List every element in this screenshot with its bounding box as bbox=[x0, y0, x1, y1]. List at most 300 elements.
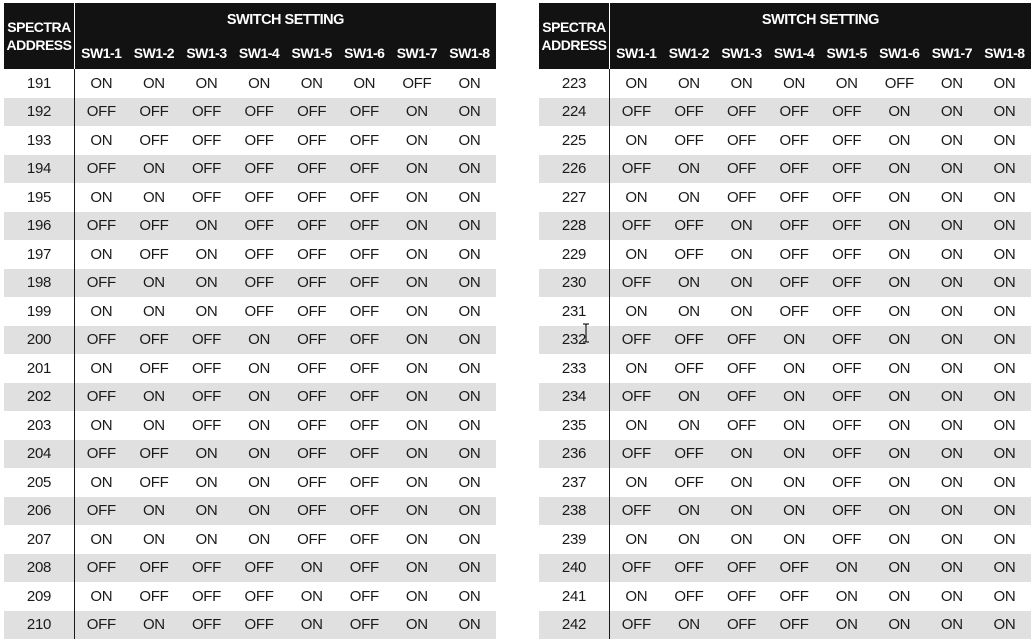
switch-state-cell: ON bbox=[993, 302, 1016, 320]
switch-state-cell: ON bbox=[940, 188, 963, 206]
switch-state-cell: ON bbox=[993, 473, 1016, 491]
switch-state-cell: ON bbox=[993, 416, 1016, 434]
switch-state-cell: OFF bbox=[663, 212, 716, 241]
switch-state-cell: OFF bbox=[832, 131, 862, 149]
switch-state-cell: OFF bbox=[233, 98, 286, 127]
switch-state-cell: ON bbox=[195, 473, 218, 491]
switch-state-cell: OFF bbox=[128, 212, 181, 241]
switch-state-cell: ON bbox=[142, 74, 165, 92]
switch-state-cell: ON bbox=[405, 473, 428, 491]
switch-state-cell: ON bbox=[405, 245, 428, 263]
switch-state-cell: ON bbox=[926, 383, 979, 412]
switch-state-cell: ON bbox=[353, 74, 376, 92]
switch-state-cell: ON bbox=[625, 359, 648, 377]
switch-state-cell: ON bbox=[443, 155, 496, 184]
switch-state-cell: ON bbox=[233, 497, 286, 526]
switch-state-cell: OFF bbox=[75, 155, 128, 184]
switch-state-cell: OFF bbox=[75, 98, 128, 127]
switch-setting-header: SWITCH SETTING bbox=[610, 3, 1031, 36]
switch-state-cell: OFF bbox=[610, 554, 663, 583]
switch-state-cell: ON bbox=[730, 473, 753, 491]
switch-state-cell: ON bbox=[128, 611, 181, 640]
table-row bbox=[4, 468, 496, 497]
address-cell: 231 bbox=[539, 297, 610, 326]
switch-state-cell: ON bbox=[677, 416, 700, 434]
address-cell: 207 bbox=[4, 525, 75, 554]
switch-state-cell: OFF bbox=[233, 155, 286, 184]
switch-state-cell: OFF bbox=[832, 416, 862, 434]
switch-state-cell: ON bbox=[873, 383, 926, 412]
address-column-header bbox=[539, 3, 610, 69]
switch-state-cell: ON bbox=[993, 188, 1016, 206]
switch-state-cell: ON bbox=[90, 245, 113, 263]
switch-state-cell: ON bbox=[625, 131, 648, 149]
switch-state-cell: OFF bbox=[75, 554, 128, 583]
table-row bbox=[539, 383, 1031, 412]
table-row bbox=[4, 155, 496, 184]
switch-state-cell: OFF bbox=[674, 473, 704, 491]
switch-state-cell: ON bbox=[926, 497, 979, 526]
switch-state-cell: ON bbox=[458, 245, 481, 263]
address-cell: 224 bbox=[539, 98, 610, 127]
switch-state-cell: ON bbox=[993, 245, 1016, 263]
switch-state-cell: ON bbox=[128, 383, 181, 412]
table-row bbox=[4, 611, 496, 640]
address-cell: 239 bbox=[539, 525, 610, 554]
switch-state-cell: OFF bbox=[139, 245, 169, 263]
switch-state-cell: OFF bbox=[610, 497, 663, 526]
switch-state-cell: ON bbox=[625, 188, 648, 206]
switch-state-cell: OFF bbox=[674, 131, 704, 149]
switch-state-cell: OFF bbox=[726, 188, 757, 206]
switch-state-cell: OFF bbox=[349, 359, 379, 377]
address-cell: 223 bbox=[539, 69, 610, 98]
switch-state-cell: ON bbox=[926, 554, 979, 583]
switch-state-cell: ON bbox=[873, 269, 926, 298]
switch-state-cell: OFF bbox=[297, 302, 327, 320]
switch-state-cell: OFF bbox=[180, 554, 233, 583]
switch-state-cell: ON bbox=[391, 497, 444, 526]
switch-state-cell: OFF bbox=[820, 383, 873, 412]
switch-state-cell: ON bbox=[873, 155, 926, 184]
table-row bbox=[539, 297, 1031, 326]
switch-state-cell: ON bbox=[391, 269, 444, 298]
switch-state-cell: OFF bbox=[820, 155, 873, 184]
switch-state-cell: ON bbox=[663, 383, 716, 412]
address-cell: 197 bbox=[4, 240, 75, 269]
switch-state-cell: OFF bbox=[715, 98, 768, 127]
switch-state-cell: OFF bbox=[285, 497, 338, 526]
switch-state-cell: ON bbox=[978, 383, 1031, 412]
switch-state-cell: OFF bbox=[180, 611, 233, 640]
switch-state-cell: OFF bbox=[297, 416, 327, 434]
switch-state-cell: ON bbox=[195, 74, 218, 92]
switch-state-cell: ON bbox=[180, 497, 233, 526]
switch-state-cell: ON bbox=[90, 188, 113, 206]
switch-state-cell: ON bbox=[195, 302, 218, 320]
switch-state-cell: ON bbox=[90, 416, 113, 434]
switch-state-cell: ON bbox=[888, 416, 911, 434]
switch-state-cell: OFF bbox=[779, 587, 809, 605]
switch-state-cell: ON bbox=[993, 359, 1016, 377]
switch-state-cell: ON bbox=[820, 554, 873, 583]
switch-state-cell: ON bbox=[625, 416, 648, 434]
switch-state-cell: ON bbox=[940, 74, 963, 92]
switch-column-header: SW1-4 bbox=[768, 36, 821, 69]
switch-state-cell: ON bbox=[443, 212, 496, 241]
switch-state-cell: OFF bbox=[349, 131, 379, 149]
switch-state-cell: OFF bbox=[349, 473, 379, 491]
switch-state-cell: ON bbox=[90, 302, 113, 320]
table-row bbox=[539, 611, 1031, 640]
table-row bbox=[539, 525, 1031, 554]
switch-header-row bbox=[539, 36, 1031, 69]
table-row bbox=[4, 497, 496, 526]
address-cell: 204 bbox=[4, 440, 75, 469]
table-row bbox=[4, 297, 496, 326]
switch-state-cell: ON bbox=[888, 245, 911, 263]
switch-state-cell: OFF bbox=[285, 212, 338, 241]
switch-state-cell: ON bbox=[978, 440, 1031, 469]
switch-state-cell: OFF bbox=[75, 440, 128, 469]
switch-state-cell: ON bbox=[783, 473, 806, 491]
table-row bbox=[539, 98, 1031, 127]
switch-state-cell: ON bbox=[233, 326, 286, 355]
address-cell: 206 bbox=[4, 497, 75, 526]
switch-state-cell: ON bbox=[405, 359, 428, 377]
switch-state-cell: ON bbox=[90, 473, 113, 491]
switch-state-cell: OFF bbox=[663, 554, 716, 583]
switch-state-cell: OFF bbox=[338, 269, 391, 298]
switch-state-cell: OFF bbox=[674, 359, 704, 377]
address-header-line1: SPECTRA bbox=[542, 19, 606, 35]
switch-column-header: SW1-1 bbox=[610, 36, 663, 69]
switch-header-row bbox=[4, 36, 496, 69]
address-cell: 234 bbox=[539, 383, 610, 412]
switch-state-cell: OFF bbox=[349, 530, 379, 548]
switch-state-cell: OFF bbox=[726, 416, 757, 434]
address-column-header bbox=[4, 3, 75, 69]
table-row bbox=[4, 383, 496, 412]
switch-state-cell: ON bbox=[443, 269, 496, 298]
switch-state-cell: ON bbox=[993, 530, 1016, 548]
switch-state-cell: ON bbox=[128, 269, 181, 298]
address-cell: 227 bbox=[539, 183, 610, 212]
switch-state-cell: ON bbox=[391, 155, 444, 184]
switch-state-cell: ON bbox=[625, 245, 648, 263]
table-row bbox=[4, 525, 496, 554]
switch-state-cell: ON bbox=[888, 188, 911, 206]
switch-state-cell: ON bbox=[940, 530, 963, 548]
switch-state-cell: OFF bbox=[338, 554, 391, 583]
table-row bbox=[539, 582, 1031, 611]
switch-state-cell: ON bbox=[180, 212, 233, 241]
switch-state-cell: ON bbox=[888, 473, 911, 491]
switch-state-cell: OFF bbox=[139, 131, 169, 149]
switch-state-cell: OFF bbox=[715, 155, 768, 184]
right-table-body bbox=[539, 69, 1031, 639]
table-row bbox=[4, 126, 496, 155]
switch-state-cell: ON bbox=[142, 302, 165, 320]
switch-column-header: SW1-4 bbox=[233, 36, 286, 69]
switch-state-cell: ON bbox=[926, 326, 979, 355]
switch-state-cell: OFF bbox=[610, 611, 663, 640]
switch-state-cell: ON bbox=[873, 326, 926, 355]
switch-state-cell: OFF bbox=[832, 473, 862, 491]
switch-state-cell: ON bbox=[458, 302, 481, 320]
switch-state-cell: ON bbox=[195, 530, 218, 548]
switch-state-cell: OFF bbox=[297, 473, 327, 491]
switch-state-cell: ON bbox=[978, 554, 1031, 583]
table-row bbox=[539, 183, 1031, 212]
switch-state-cell: OFF bbox=[768, 212, 821, 241]
address-cell: 202 bbox=[4, 383, 75, 412]
address-header-line1: SPECTRA bbox=[7, 19, 71, 35]
switch-state-cell: OFF bbox=[75, 212, 128, 241]
table-row bbox=[4, 240, 496, 269]
table-row bbox=[539, 440, 1031, 469]
switch-state-cell: ON bbox=[978, 326, 1031, 355]
table-row bbox=[539, 126, 1031, 155]
switch-state-cell: OFF bbox=[244, 245, 274, 263]
switch-column-header: SW1-6 bbox=[338, 36, 391, 69]
switch-state-cell: OFF bbox=[75, 383, 128, 412]
switch-state-cell: OFF bbox=[610, 383, 663, 412]
switch-state-cell: ON bbox=[458, 530, 481, 548]
switch-state-cell: ON bbox=[391, 611, 444, 640]
switch-state-cell: ON bbox=[768, 440, 821, 469]
table-row bbox=[4, 411, 496, 440]
switch-state-cell: ON bbox=[142, 188, 165, 206]
switch-state-cell: OFF bbox=[610, 326, 663, 355]
address-cell: 240 bbox=[539, 554, 610, 583]
switch-state-cell: ON bbox=[625, 473, 648, 491]
switch-state-cell: ON bbox=[993, 131, 1016, 149]
switch-state-cell: ON bbox=[443, 440, 496, 469]
table-row bbox=[539, 497, 1031, 526]
switch-state-cell: ON bbox=[443, 326, 496, 355]
switch-state-cell: ON bbox=[663, 155, 716, 184]
switch-state-cell: ON bbox=[926, 611, 979, 640]
switch-state-cell: OFF bbox=[768, 98, 821, 127]
switch-state-cell: ON bbox=[926, 440, 979, 469]
switch-state-cell: OFF bbox=[244, 587, 274, 605]
switch-state-cell: OFF bbox=[338, 155, 391, 184]
switch-state-cell: OFF bbox=[674, 587, 704, 605]
switch-state-cell: OFF bbox=[233, 269, 286, 298]
address-header-line2: ADDRESS bbox=[541, 37, 607, 53]
table-row bbox=[539, 354, 1031, 383]
switch-state-cell: OFF bbox=[285, 155, 338, 184]
table-row bbox=[539, 468, 1031, 497]
switch-state-cell: ON bbox=[248, 74, 271, 92]
switch-state-cell: OFF bbox=[191, 587, 222, 605]
switch-state-cell: OFF bbox=[610, 212, 663, 241]
left-table-body bbox=[4, 69, 496, 639]
switch-state-cell: ON bbox=[940, 473, 963, 491]
switch-state-cell: OFF bbox=[663, 98, 716, 127]
switch-state-cell: OFF bbox=[779, 188, 809, 206]
switch-state-cell: OFF bbox=[768, 611, 821, 640]
address-cell: 228 bbox=[539, 212, 610, 241]
address-cell: 232 bbox=[539, 326, 610, 355]
switch-state-cell: OFF bbox=[726, 587, 757, 605]
switch-state-cell: OFF bbox=[191, 188, 222, 206]
switch-state-cell: OFF bbox=[244, 302, 274, 320]
switch-state-cell: OFF bbox=[715, 554, 768, 583]
table-row bbox=[4, 582, 496, 611]
switch-state-cell: OFF bbox=[820, 98, 873, 127]
switch-state-cell: OFF bbox=[349, 188, 379, 206]
switch-settings-table-left bbox=[4, 3, 496, 639]
address-cell: 205 bbox=[4, 468, 75, 497]
switch-state-cell: ON bbox=[391, 554, 444, 583]
switch-state-cell: OFF bbox=[715, 611, 768, 640]
table-row bbox=[539, 411, 1031, 440]
switch-state-cell: ON bbox=[391, 440, 444, 469]
switch-state-cell: ON bbox=[888, 302, 911, 320]
switch-column-header: SW1-6 bbox=[873, 36, 926, 69]
switch-state-cell: OFF bbox=[233, 212, 286, 241]
switch-state-cell: OFF bbox=[349, 302, 379, 320]
table-row bbox=[539, 326, 1031, 355]
switch-state-cell: ON bbox=[405, 416, 428, 434]
switch-state-cell: OFF bbox=[75, 269, 128, 298]
switch-state-cell: ON bbox=[300, 587, 323, 605]
switch-state-cell: OFF bbox=[128, 98, 181, 127]
switch-state-cell: ON bbox=[783, 74, 806, 92]
switch-state-cell: ON bbox=[405, 530, 428, 548]
switch-state-cell: ON bbox=[625, 587, 648, 605]
switch-state-cell: ON bbox=[625, 74, 648, 92]
address-cell: 191 bbox=[4, 69, 75, 98]
switch-state-cell: OFF bbox=[820, 497, 873, 526]
switch-state-cell: ON bbox=[993, 587, 1016, 605]
switch-state-cell: OFF bbox=[338, 497, 391, 526]
switch-state-cell: ON bbox=[458, 188, 481, 206]
switch-state-cell: OFF bbox=[180, 155, 233, 184]
switch-state-cell: ON bbox=[768, 383, 821, 412]
switch-state-cell: ON bbox=[926, 269, 979, 298]
address-cell: 203 bbox=[4, 411, 75, 440]
table-row bbox=[539, 69, 1031, 98]
switch-state-cell: OFF bbox=[191, 131, 222, 149]
switch-state-cell: OFF bbox=[610, 98, 663, 127]
switch-state-cell: ON bbox=[978, 611, 1031, 640]
switch-column-header: SW1-3 bbox=[715, 36, 768, 69]
switch-state-cell: OFF bbox=[715, 383, 768, 412]
switch-state-cell: ON bbox=[978, 212, 1031, 241]
table-row bbox=[4, 554, 496, 583]
switch-state-cell: ON bbox=[940, 302, 963, 320]
switch-state-cell: ON bbox=[663, 269, 716, 298]
switch-state-cell: ON bbox=[391, 383, 444, 412]
switch-column-header: SW1-3 bbox=[180, 36, 233, 69]
address-cell: 236 bbox=[539, 440, 610, 469]
switch-state-cell: OFF bbox=[180, 326, 233, 355]
table-row bbox=[4, 69, 496, 98]
switch-state-cell: OFF bbox=[349, 245, 379, 263]
switch-state-cell: OFF bbox=[285, 269, 338, 298]
switch-state-cell: ON bbox=[888, 587, 911, 605]
switch-state-cell: OFF bbox=[285, 98, 338, 127]
switch-state-cell: ON bbox=[248, 359, 271, 377]
switch-state-cell: OFF bbox=[820, 326, 873, 355]
switch-column-header: SW1-5 bbox=[820, 36, 873, 69]
switch-state-cell: ON bbox=[940, 359, 963, 377]
table-row bbox=[539, 554, 1031, 583]
table-row bbox=[4, 269, 496, 298]
switch-state-cell: ON bbox=[873, 611, 926, 640]
switch-state-cell: ON bbox=[391, 98, 444, 127]
switch-column-header: SW1-1 bbox=[75, 36, 128, 69]
switch-state-cell: ON bbox=[783, 530, 806, 548]
switch-state-cell: ON bbox=[625, 302, 648, 320]
switch-state-cell: ON bbox=[978, 497, 1031, 526]
switch-state-cell: ON bbox=[142, 530, 165, 548]
address-cell: 192 bbox=[4, 98, 75, 127]
switch-state-cell: ON bbox=[90, 530, 113, 548]
switch-state-cell: OFF bbox=[139, 359, 169, 377]
switch-state-cell: ON bbox=[940, 131, 963, 149]
address-cell: 238 bbox=[539, 497, 610, 526]
switch-state-cell: OFF bbox=[285, 383, 338, 412]
switch-state-cell: ON bbox=[677, 530, 700, 548]
switch-state-cell: ON bbox=[873, 497, 926, 526]
switch-state-cell: ON bbox=[248, 473, 271, 491]
switch-state-cell: ON bbox=[888, 131, 911, 149]
switch-state-cell: ON bbox=[730, 302, 753, 320]
switch-state-cell: OFF bbox=[832, 302, 862, 320]
switch-state-cell: ON bbox=[677, 302, 700, 320]
address-cell: 226 bbox=[539, 155, 610, 184]
switch-column-header: SW1-2 bbox=[128, 36, 181, 69]
address-header-line2: ADDRESS bbox=[6, 37, 72, 53]
switch-state-cell: OFF bbox=[285, 440, 338, 469]
table-row bbox=[4, 354, 496, 383]
switch-state-cell: ON bbox=[391, 326, 444, 355]
switch-state-cell: ON bbox=[248, 530, 271, 548]
switch-state-cell: OFF bbox=[768, 155, 821, 184]
switch-state-cell: ON bbox=[663, 611, 716, 640]
switch-state-cell: OFF bbox=[832, 188, 862, 206]
switch-state-cell: ON bbox=[730, 245, 753, 263]
switch-state-cell: ON bbox=[233, 383, 286, 412]
switch-state-cell: ON bbox=[993, 74, 1016, 92]
address-cell: 209 bbox=[4, 582, 75, 611]
switch-state-cell: OFF bbox=[338, 440, 391, 469]
switch-state-cell: OFF bbox=[139, 473, 169, 491]
address-cell: 194 bbox=[4, 155, 75, 184]
switch-state-cell: ON bbox=[888, 530, 911, 548]
switch-state-cell: OFF bbox=[338, 212, 391, 241]
switch-column-header: SW1-7 bbox=[391, 36, 444, 69]
switch-state-cell: ON bbox=[90, 131, 113, 149]
switch-state-cell: ON bbox=[783, 416, 806, 434]
switch-state-cell: ON bbox=[926, 212, 979, 241]
switch-state-cell: OFF bbox=[180, 98, 233, 127]
switch-state-cell: OFF bbox=[832, 359, 862, 377]
switch-state-cell: OFF bbox=[779, 131, 809, 149]
address-cell: 233 bbox=[539, 354, 610, 383]
switch-state-cell: ON bbox=[677, 74, 700, 92]
table-row bbox=[4, 326, 496, 355]
switch-state-cell: OFF bbox=[715, 326, 768, 355]
switch-state-cell: OFF bbox=[768, 269, 821, 298]
switch-state-cell: OFF bbox=[610, 155, 663, 184]
switch-state-cell: OFF bbox=[297, 530, 327, 548]
address-cell: 199 bbox=[4, 297, 75, 326]
